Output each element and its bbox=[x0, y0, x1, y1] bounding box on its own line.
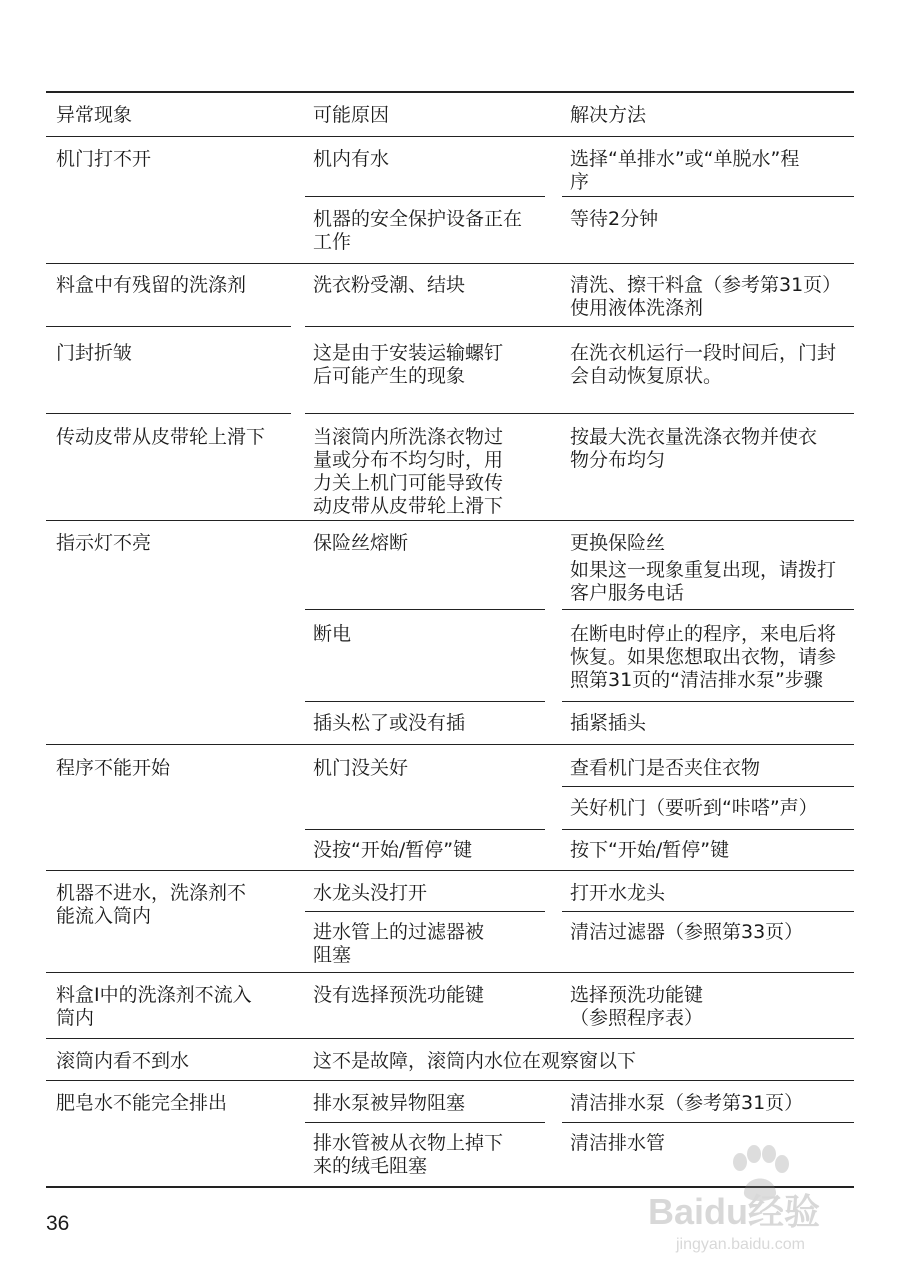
row-rule bbox=[46, 326, 291, 327]
row-rule bbox=[305, 829, 545, 830]
row-rule bbox=[305, 1122, 545, 1123]
row-rule bbox=[46, 1038, 854, 1039]
symptom-line: 筒内 bbox=[56, 1007, 95, 1029]
symptom-line: 料盒I中的洗涤剂不流入 bbox=[56, 984, 252, 1006]
solution-cell: 清洁排水泵（参考第31页） bbox=[570, 1092, 804, 1114]
solution-cell bbox=[570, 342, 836, 388]
symptom-cell: 指示灯不亮 bbox=[56, 532, 152, 554]
solution-cell: 按下“开始/暂停”键 bbox=[570, 839, 730, 861]
solution-line: （参照程序表） bbox=[570, 1007, 704, 1029]
row-rule bbox=[562, 196, 854, 197]
cause-line: 来的绒毛阻塞 bbox=[313, 1155, 428, 1177]
cause-cell: 洗衣粉受潮、结块 bbox=[313, 274, 466, 296]
solution-line: 序 bbox=[570, 171, 590, 193]
table-top-rule bbox=[46, 91, 854, 93]
solution-cell: 打开水龙头 bbox=[570, 882, 666, 904]
cause-cell: 水龙头没打开 bbox=[313, 882, 428, 904]
cause-cell: 断电 bbox=[313, 623, 352, 645]
solution-line: 在洗衣机运行一段时间后，门封 bbox=[570, 342, 837, 364]
cause-line: 力关上机门可能导致传 bbox=[313, 472, 504, 494]
solution-cell: 等待2分钟 bbox=[570, 208, 659, 230]
solution-cell bbox=[570, 623, 836, 692]
row-rule bbox=[305, 326, 854, 327]
cause-cell bbox=[313, 208, 522, 254]
watermark-url: jingyan.baidu.com bbox=[676, 1236, 805, 1253]
row-rule bbox=[46, 870, 854, 871]
solution-line: 使用液体洗涤剂 bbox=[570, 297, 704, 319]
cause-line: 当滚筒内所洗涤衣物过 bbox=[313, 426, 504, 448]
solution-line: 恢复。如果您想取出衣物，请参 bbox=[570, 646, 837, 668]
cause-cell: 这不是故障，滚筒内水位在观察窗以下 bbox=[313, 1050, 637, 1072]
solution-cell bbox=[570, 426, 817, 472]
cause-line: 量或分布不均匀时，用 bbox=[313, 449, 504, 471]
solution-cell: 查看机门是否夹住衣物 bbox=[570, 757, 761, 779]
header-rule bbox=[46, 136, 854, 137]
cause-line: 这是由于安装运输螺钉 bbox=[313, 342, 504, 364]
row-rule bbox=[46, 520, 854, 521]
row-rule bbox=[562, 609, 854, 610]
row-rule bbox=[562, 1122, 854, 1123]
solution-line: 物分布均匀 bbox=[570, 449, 666, 471]
row-rule bbox=[305, 196, 545, 197]
cause-cell bbox=[313, 1132, 503, 1178]
cause-cell: 插头松了或没有插 bbox=[313, 712, 466, 734]
row-rule bbox=[562, 911, 854, 912]
cause-cell bbox=[313, 342, 503, 388]
row-rule bbox=[46, 413, 291, 414]
solution-line: 选择“单排水”或“单脱水”程 bbox=[570, 148, 800, 170]
page-number: 36 bbox=[46, 1212, 70, 1235]
solution-cell: 清洁排水管 bbox=[570, 1132, 666, 1154]
solution-cell: 插紧插头 bbox=[570, 712, 647, 734]
cause-cell bbox=[313, 921, 484, 967]
row-rule bbox=[305, 609, 545, 610]
symptom-cell: 滚筒内看不到水 bbox=[56, 1050, 190, 1072]
cause-line: 动皮带从皮带轮上滑下 bbox=[313, 495, 504, 517]
cause-line: 机器的安全保护设备正在 bbox=[313, 208, 523, 230]
cause-cell: 没有选择预洗功能键 bbox=[313, 984, 485, 1006]
solution-cell bbox=[570, 148, 799, 194]
symptom-cell: 肥皂水不能完全排出 bbox=[56, 1092, 228, 1114]
solution-line: 清洗、擦干料盒（参考第31页） bbox=[570, 274, 842, 296]
row-rule bbox=[562, 829, 854, 830]
solution-line: 在断电时停止的程序，来电后将 bbox=[570, 623, 837, 645]
cause-cell bbox=[313, 426, 503, 518]
symptom-cell: 门封折皱 bbox=[56, 342, 133, 364]
symptom-cell bbox=[56, 984, 252, 1030]
solution-cell: 更换保险丝 bbox=[570, 532, 666, 554]
row-rule bbox=[305, 413, 854, 414]
solution-line: 会自动恢复原状。 bbox=[570, 365, 723, 387]
row-rule bbox=[562, 786, 854, 787]
cause-cell: 保险丝熔断 bbox=[313, 532, 409, 554]
cause-line: 阻塞 bbox=[313, 944, 352, 966]
watermark-logo: Baidu经验 bbox=[648, 1191, 821, 1232]
cause-line: 后可能产生的现象 bbox=[313, 365, 466, 387]
solution-cell: 清洁过滤器（参照第33页） bbox=[570, 921, 804, 943]
row-rule bbox=[562, 701, 854, 702]
solution-cell bbox=[570, 274, 841, 320]
solution-cell bbox=[570, 559, 836, 605]
header-cause: 可能原因 bbox=[313, 104, 390, 126]
cause-cell: 机内有水 bbox=[313, 148, 390, 170]
baidu-watermark bbox=[646, 1144, 876, 1264]
symptom-cell bbox=[56, 882, 246, 928]
cause-cell: 机门没关好 bbox=[313, 757, 409, 779]
symptom-cell: 程序不能开始 bbox=[56, 757, 171, 779]
cause-cell: 排水泵被异物阻塞 bbox=[313, 1092, 466, 1114]
cause-line: 工作 bbox=[313, 231, 352, 253]
solution-line: 如果这一现象重复出现，请拨打 bbox=[570, 559, 837, 581]
solution-line: 照第31页的“清洁排水泵”步骤 bbox=[570, 669, 823, 691]
symptom-cell: 机门打不开 bbox=[56, 148, 152, 170]
cause-line: 排水管被从衣物上掉下 bbox=[313, 1132, 504, 1154]
symptom-cell: 料盒中有残留的洗涤剂 bbox=[56, 274, 247, 296]
header-symptom: 异常现象 bbox=[56, 104, 133, 126]
solution-line: 按最大洗衣量洗涤衣物并使衣 bbox=[570, 426, 818, 448]
row-rule bbox=[46, 1080, 854, 1081]
solution-line: 选择预洗功能键 bbox=[570, 984, 704, 1006]
cause-line: 进水管上的过滤器被 bbox=[313, 921, 485, 943]
solution-cell bbox=[570, 984, 703, 1030]
symptom-cell: 传动皮带从皮带轮上滑下 bbox=[56, 426, 266, 448]
cause-cell: 没按“开始/暂停”键 bbox=[313, 839, 473, 861]
header-solution: 解决方法 bbox=[570, 104, 647, 126]
solution-line: 客户服务电话 bbox=[570, 582, 685, 604]
row-rule bbox=[305, 701, 545, 702]
symptom-line: 机器不进水，洗涤剂不 bbox=[56, 882, 247, 904]
row-rule bbox=[46, 744, 854, 745]
symptom-line: 能流入筒内 bbox=[56, 905, 152, 927]
row-rule bbox=[305, 911, 545, 912]
row-rule bbox=[46, 263, 854, 264]
row-rule bbox=[46, 972, 854, 973]
solution-cell: 关好机门（要听到“咔嗒”声） bbox=[570, 797, 818, 819]
